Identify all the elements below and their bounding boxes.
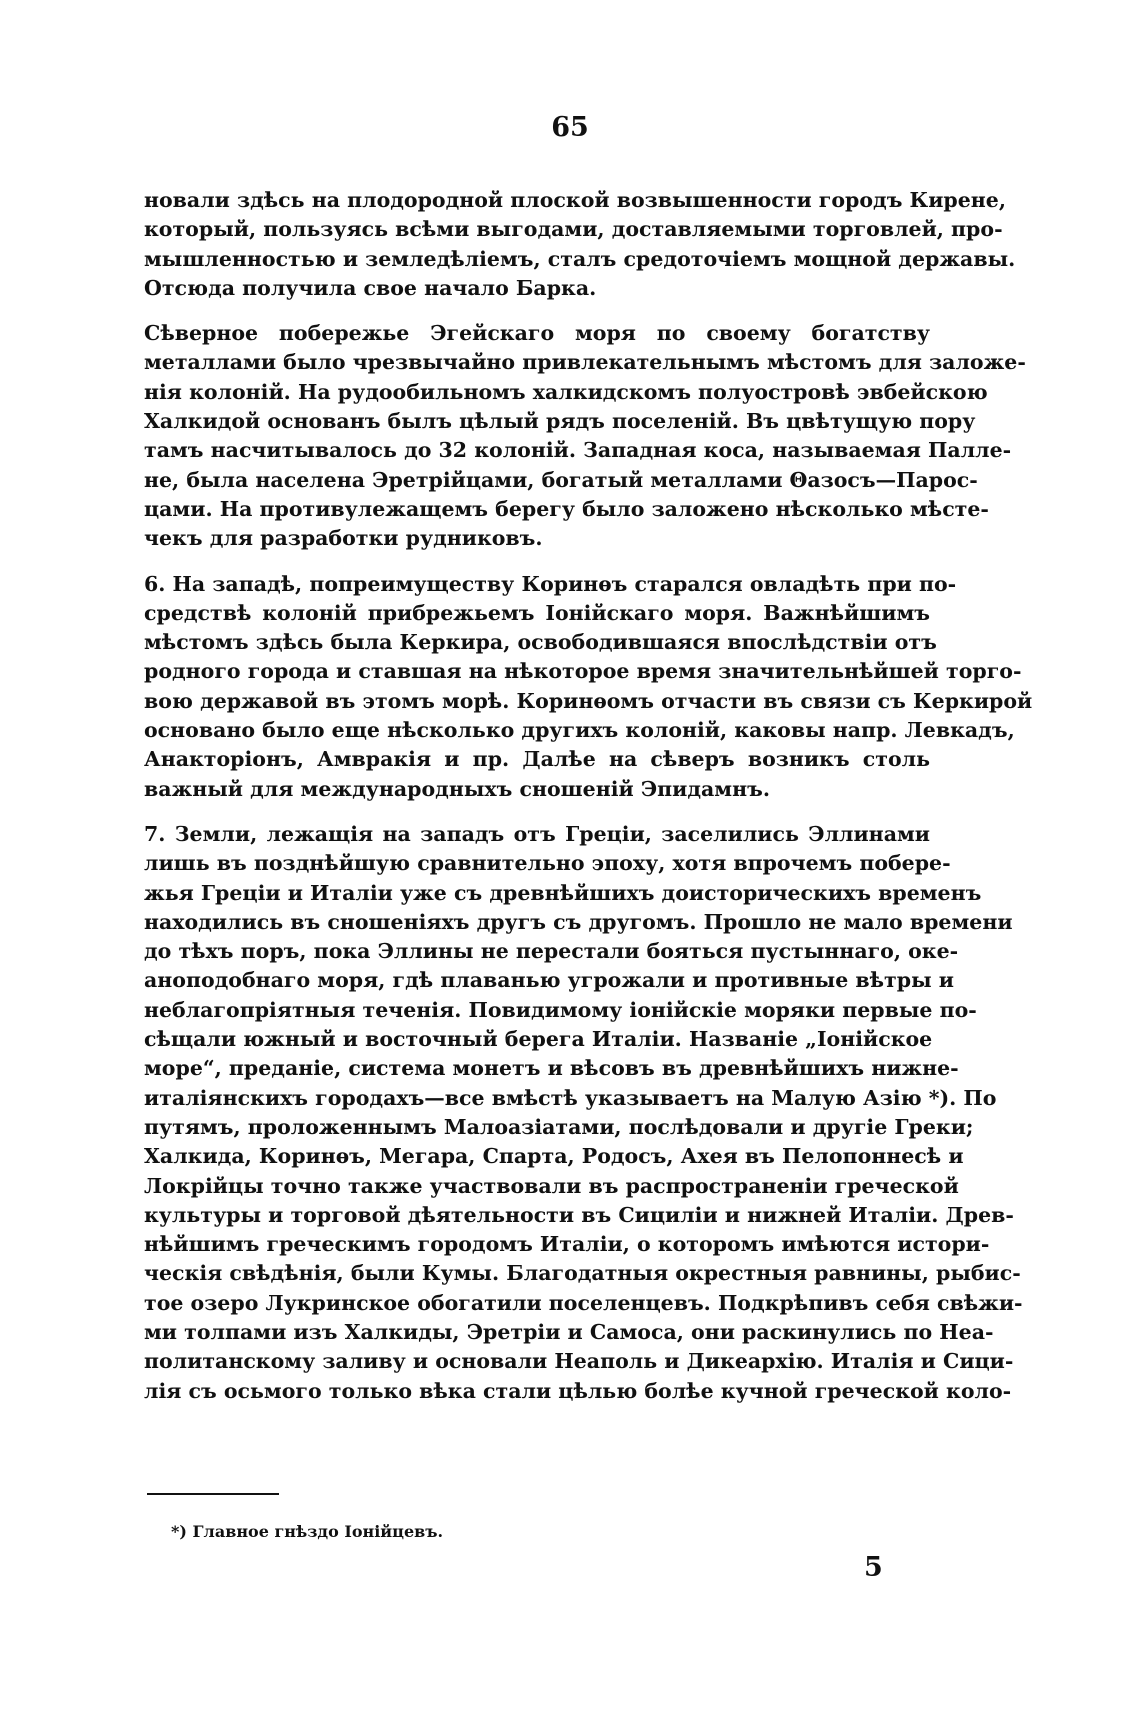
text-line: лія съ осьмого только вѣка стали цѣлью болѣе кучной греческой коло- <box>144 1378 1012 1403</box>
paragraph <box>144 319 1026 553</box>
text-line: тое озеро Лукринское обогатили поселенцевъ. Подкрѣпивъ себя свѣжи- <box>144 1290 1023 1315</box>
paragraph <box>144 570 1033 804</box>
text-line: до тѣхъ поръ, пока Эллины не перестали бояться пустыннаго, оке- <box>144 939 959 964</box>
text-line: Халкида, Коринѳъ, Мегара, Спарта, Родосъ, Ахея въ Пелопоннесѣ и <box>144 1144 964 1169</box>
text-line: лишь въ позднѣйшую сравнительно эпоху, хотя впрочемъ побере- <box>144 851 951 876</box>
text-line: 7. Земли, лежащія на западъ отъ Греціи, заселились Эллинами <box>144 821 930 846</box>
text-line: который, пользуясь всѣми выгодами, доставляемыми торговлей, про- <box>144 217 1003 242</box>
text-line: море“, преданіе, система монетъ и вѣсовъ въ древнѣйшихъ нижне- <box>144 1056 959 1081</box>
text-line: Анакторіонъ, Амвракія и пр. Далѣе на сѣверъ возникъ столь <box>144 747 930 772</box>
text-line: родного города и ставшая на нѣкоторое время значительнѣйшей торго- <box>144 659 1022 684</box>
footnote-divider <box>147 1493 279 1495</box>
text-line: средствѣ колоній прибрежьемъ Іонійскаго моря. Важнѣйшимъ <box>144 600 930 625</box>
text-line: мѣстомъ здѣсь была Керкира, освободившаяся впослѣдствіи отъ <box>144 630 937 655</box>
text-line: не, была населена Эретрійцами, богатый металлами Θазосъ—Парос- <box>144 467 978 492</box>
text-line: путямъ, проложеннымъ Малоазіатами, послѣдовали и другіе Греки; <box>144 1114 974 1139</box>
text-line: нія колоній. На рудообильномъ халкидскомъ полуостровѣ эвбейскою <box>144 379 988 404</box>
text-line: ми толпами изъ Халкиды, Эретріи и Самоса, они раскинулись по Неа- <box>144 1319 994 1344</box>
text-line: чекъ для разработки рудниковъ. <box>144 526 543 551</box>
text-line: культуры и торговой дѣятельности въ Сициліи и нижней Италіи. Древ- <box>144 1202 1014 1227</box>
text-line: нѣйшимъ греческимъ городомъ Италіи, о которомъ имѣются истори- <box>144 1232 990 1257</box>
text-line: мышленностью и земледѣліемъ, сталъ средоточіемъ мощной державы. <box>144 246 1016 271</box>
text-line: италіянскихъ городахъ—все вмѣстѣ указываетъ на Малую Азію *). По <box>144 1085 997 1110</box>
text-line: политанскому заливу и основали Неаполь и Дикеархію. Италія и Сици- <box>144 1349 1014 1374</box>
text-line: новали здѣсь на плодородной плоской возвышенности городъ Кирене, <box>144 188 1006 212</box>
text-line: аноподобнаго моря, гдѣ плаванью угрожали и противные вѣтры и <box>144 968 954 993</box>
paragraph <box>144 820 1023 1406</box>
text-line: находились въ сношеніяхъ другъ съ другомъ. Прошло не мало времени <box>144 909 1013 934</box>
page-number: 65 <box>551 112 589 143</box>
body-text <box>144 186 1033 1422</box>
text-line: жья Греціи и Италіи уже съ древнѣйшихъ доисторическихъ временъ <box>144 880 982 905</box>
text-line: цами. На противулежащемъ берегу было заложено нѣсколько мѣсте- <box>144 496 989 521</box>
text-line: 6. На западѣ, попреимуществу Коринѳъ старался овладѣть при по- <box>144 571 957 596</box>
text-line: неблагопріятныя теченія. Повидимому іонійскіе моряки первые по- <box>144 997 977 1022</box>
text-line: Отсюда получила свое начало Барка. <box>144 275 597 300</box>
paragraph <box>144 186 1016 303</box>
footnote: *) Главное гнѣздо Іонійцевъ. <box>171 1522 444 1541</box>
text-line: сѣщали южный и восточный берега Италіи. Названіе „Іонійское <box>144 1027 933 1052</box>
text-line: важный для международныхъ сношеній Эпидамнъ. <box>144 776 770 801</box>
text-line: ческія свѣдѣнія, были Кумы. Благодатныя окрестныя равнины, рыбис- <box>144 1261 1021 1286</box>
text-line: Халкидой основанъ былъ цѣлый рядъ поселеній. Въ цвѣтущую пору <box>144 409 976 434</box>
signature-mark: 5 <box>864 1552 883 1583</box>
text-line: Сѣверное побережье Эгейскаго моря по своему богатству <box>144 321 930 346</box>
text-line: Локрійцы точно также участвовали въ распространеніи греческой <box>144 1173 959 1198</box>
text-line: металлами было чрезвычайно привлекательнымъ мѣстомъ для заложе- <box>144 350 1026 375</box>
text-line: основано было еще нѣсколько другихъ колоній, каковы напр. Левкадъ, <box>144 718 1015 743</box>
text-line: тамъ насчитывалось до 32 колоній. Западная коса, называемая Палле- <box>144 438 1012 463</box>
text-line: вою державой въ этомъ морѣ. Коринѳомъ отчасти въ связи съ Керкирой <box>144 688 1033 713</box>
